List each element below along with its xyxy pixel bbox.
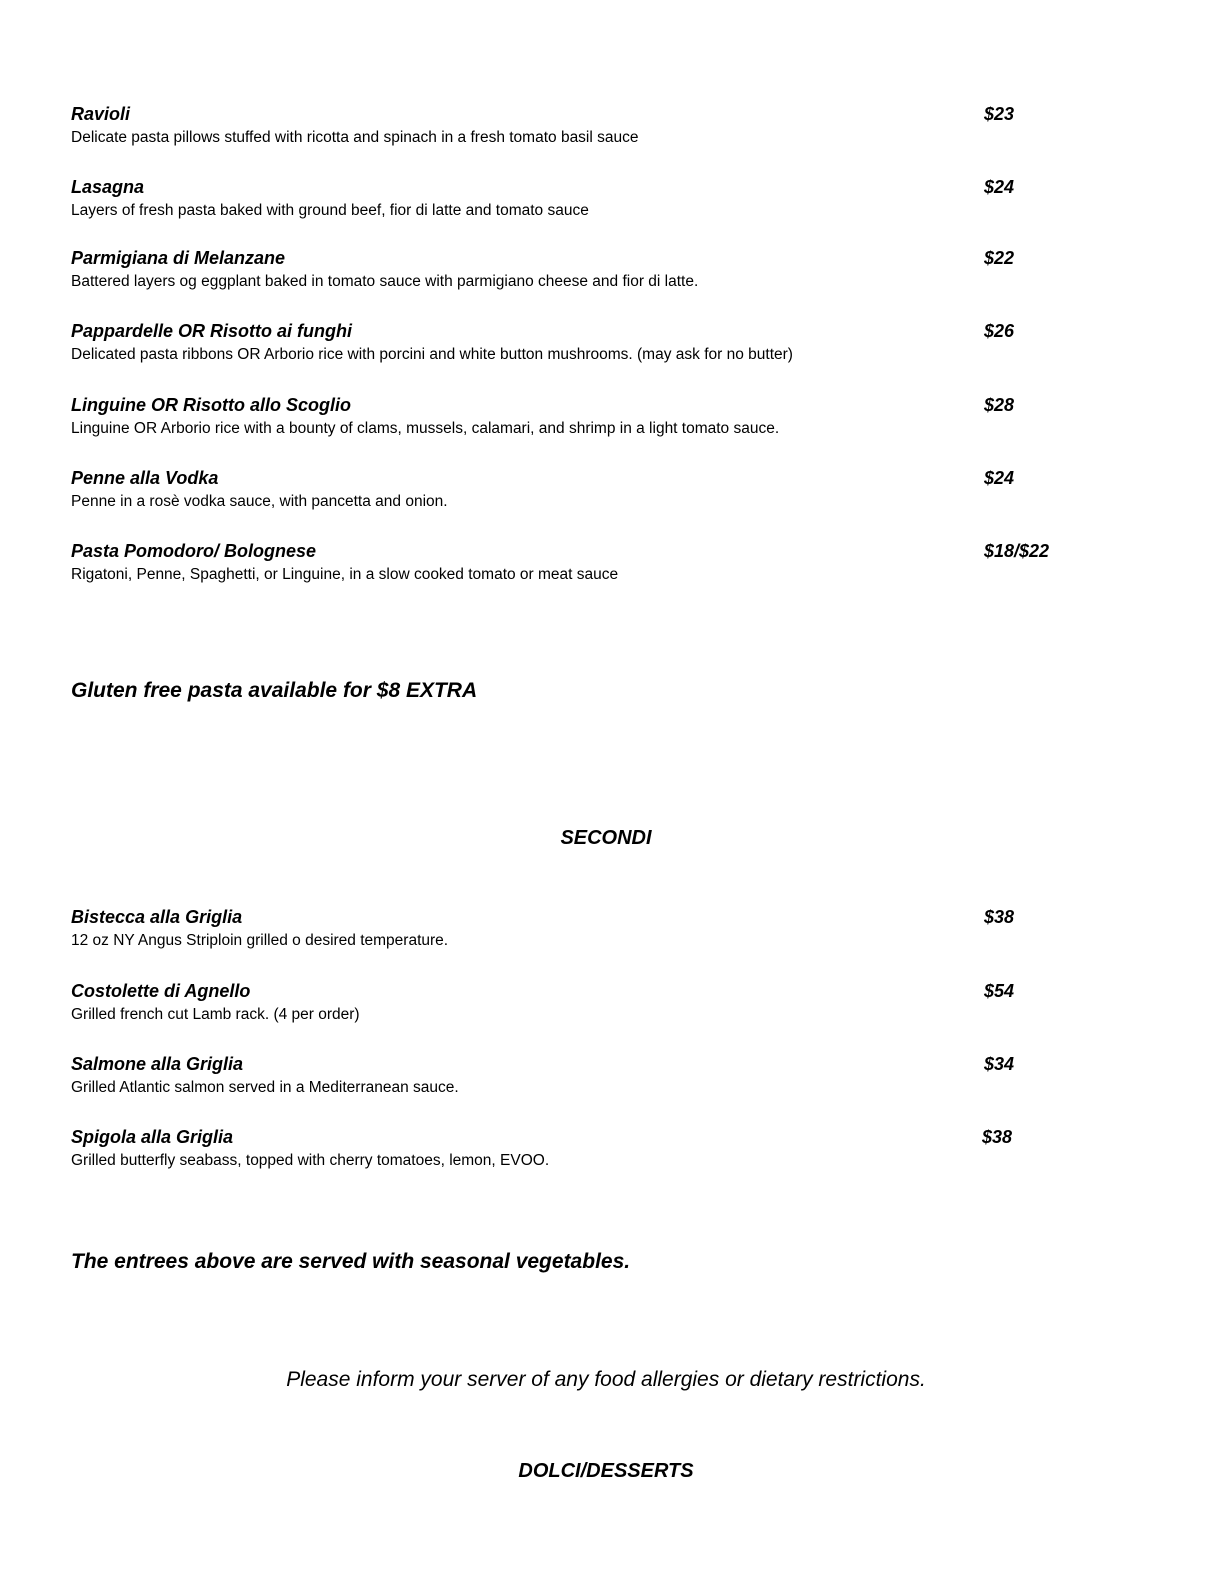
item-name: Lasagna bbox=[71, 177, 145, 197]
item-name: Linguine OR Risotto allo Scoglio bbox=[71, 395, 351, 415]
item-price: $28 bbox=[984, 395, 1015, 415]
item-price: $24 bbox=[984, 177, 1015, 197]
item-name: Salmone alla Griglia bbox=[71, 1054, 244, 1074]
item-price: $26 bbox=[984, 321, 1015, 341]
item-name: Parmigiana di Melanzane bbox=[71, 248, 286, 268]
item-description: Delicate pasta pillows stuffed with ricotta and spinach in a fresh tomato basil sauce bbox=[71, 129, 639, 146]
item-description: Grilled butterfly seabass, topped with cherry tomatoes, lemon, EVOO. bbox=[71, 1152, 550, 1169]
item-description: Rigatoni, Penne, Spaghetti, or Linguine, in a slow cooked tomato or meat sauce bbox=[71, 566, 619, 583]
item-description: Grilled Atlantic salmon served in a Mediterranean sauce. bbox=[71, 1079, 459, 1096]
item-price: $38 bbox=[982, 1127, 1013, 1147]
allergy-notice: Please inform your server of any food allergies or dietary restrictions. bbox=[286, 1368, 926, 1391]
item-description: Layers of fresh pasta baked with ground beef, fior di latte and tomato sauce bbox=[71, 202, 589, 219]
item-name: Pappardelle OR Risotto ai funghi bbox=[71, 321, 353, 341]
item-price: $54 bbox=[984, 981, 1015, 1001]
vegetables-note: The entrees above are served with seasonal vegetables. bbox=[71, 1250, 631, 1273]
item-name: Ravioli bbox=[71, 104, 131, 124]
item-description: 12 oz NY Angus Striploin grilled o desired temperature. bbox=[71, 932, 449, 949]
item-name: Penne alla Vodka bbox=[71, 468, 219, 488]
item-price: $38 bbox=[984, 907, 1015, 927]
item-price: $34 bbox=[984, 1054, 1015, 1074]
item-description: Delicated pasta ribbons OR Arborio rice with porcini and white button mushrooms. (may ask for no butter) bbox=[71, 346, 793, 363]
item-name: Bistecca alla Griglia bbox=[71, 907, 243, 927]
item-name: Spigola alla Griglia bbox=[71, 1127, 234, 1147]
item-price: $23 bbox=[984, 104, 1015, 124]
item-description: Penne in a rosè vodka sauce, with pancetta and onion. bbox=[71, 493, 448, 510]
item-description: Grilled french cut Lamb rack. (4 per order) bbox=[71, 1006, 360, 1023]
item-price: $18/$22 bbox=[984, 541, 1050, 561]
gluten-free-note: Gluten free pasta available for $8 EXTRA bbox=[71, 679, 478, 702]
item-name: Pasta Pomodoro/ Bolognese bbox=[71, 541, 317, 561]
item-description: Battered layers og eggplant baked in tomato sauce with parmigiano cheese and fior di latte. bbox=[71, 273, 699, 290]
item-name: Costolette di Agnello bbox=[71, 981, 251, 1001]
section-title-desserts: DOLCI/DESSERTS bbox=[518, 1460, 694, 1482]
item-description: Linguine OR Arborio rice with a bounty of clams, mussels, calamari, and shrimp in a light tomato sauce. bbox=[71, 420, 780, 437]
section-title-secondi: SECONDI bbox=[560, 827, 652, 849]
item-price: $24 bbox=[984, 468, 1015, 488]
item-price: $22 bbox=[984, 248, 1015, 268]
